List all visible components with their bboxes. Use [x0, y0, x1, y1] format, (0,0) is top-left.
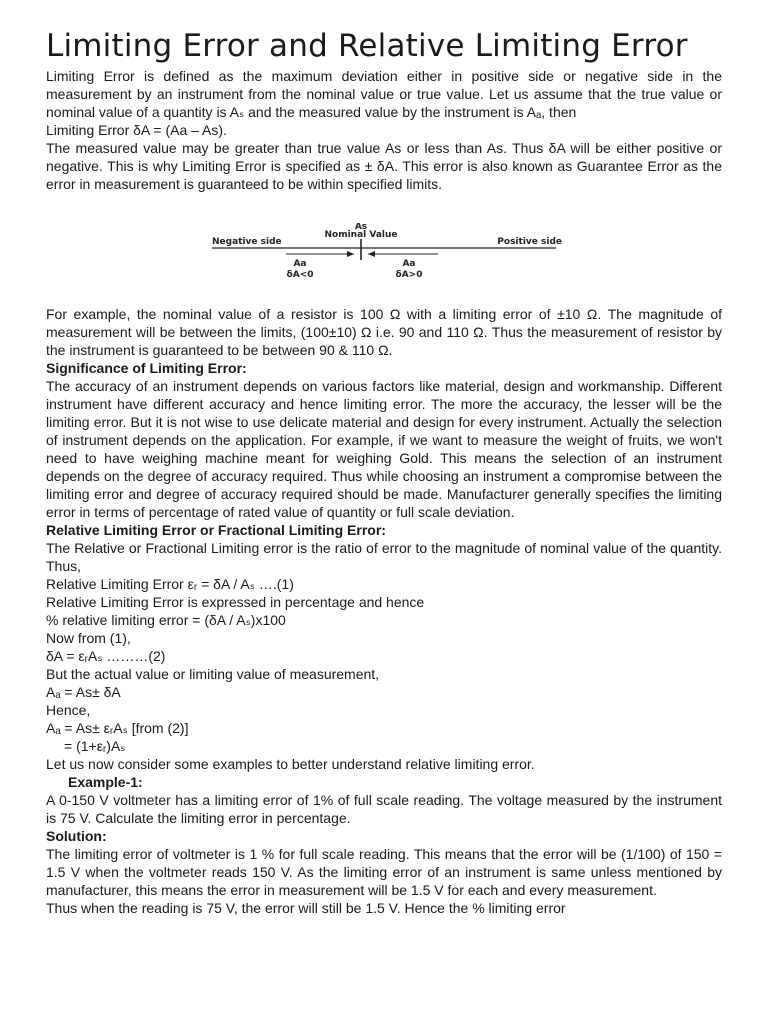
example-1-problem: A 0-150 V voltmeter has a limiting error of 1% of full scale reading. The voltage measured by the instrument is 75 V. Calculate the limiting error in percentage.: [46, 792, 722, 826]
nominal-value-label: Nominal Value: [324, 230, 398, 240]
equation-3: Aₐ = As± δA: [46, 684, 121, 700]
example-1-heading: Example-1:: [68, 774, 143, 790]
page-title: Limiting Error and Relative Limiting Error: [46, 28, 688, 64]
negative-side-label: Negative side: [212, 237, 282, 247]
number-line-figure: [206, 223, 566, 283]
solution-last-line: Thus when the reading is 75 V, the error will still be 1.5 V. Hence the % limiting error: [46, 900, 566, 916]
hence-line: Hence,: [46, 702, 91, 718]
equation-percent: % relative limiting error = (δA / Aₛ)x100: [46, 612, 286, 628]
delta-a-negative-label: δA<0: [286, 270, 314, 280]
solution-paragraph: The limiting error of voltmeter is 1 % for full scale reading. This means that the error will be (1/100) of 150 = 1.5 V when the voltmeter reads 150 V. As the limiting error of an instrument is same unless mentioned by manufacturer, this means the error in measurement will be 1.5 V for each and every measurement.: [46, 846, 722, 898]
equation-1: Relative Limiting Error εᵣ = δA / Aₛ ….(1): [46, 576, 294, 592]
intro-paragraph-2: The measured value may be greater than true value As or less than As. Thus δA will be either positive or negative. This is why Limiting Error is specified as ± δA. This error is also known as Guarantee Error as the error in measurement is guaranteed to be within specified limits.: [46, 140, 722, 192]
positive-side-label: Positive side: [497, 237, 562, 247]
resistor-example-paragraph: For example, the nominal value of a resistor is 100 Ω with a limiting error of ±10 Ω. The magnitude of measurement will be between the limits, (100±10) Ω i.e. 90 and 110 Ω. Thus the measurement of resistor by the instrument is guaranteed to be between 90 & 110 Ω.: [46, 306, 722, 358]
as-label: As: [354, 223, 368, 232]
significance-paragraph: The accuracy of an instrument depends on various factors like material, design and workmanship. Different instrument have different accuracy and hence limiting error. The more the accuracy, the lesser will be the limiting error. But it is not wise to use delicate material and design for every instrument. Actually the selection of instrument depends on the application. For example, if we want to measure the weight of fruits, we won't need to have weighing machine meant for weighing Gold. This means the selection of an instrument depends on the degree of accuracy required. Thus while choosing an instrument a compromise between the limiting error and degree of accuracy required should be made. Manufacturer generally specifies the limiting error in terms of percentage of rated value of quantity or full scale deviation.: [46, 378, 722, 520]
equation-5: = (1+εᵣ)Aₛ: [64, 738, 126, 754]
intro-paragraph-1: Limiting Error is defined as the maximum deviation either in positive side or negative side in the measurement by an instrument from the nominal value or true value. Let us assume that the true value or nominal value of a quantity is Aₛ and the measured value by the instrument is Aₐ, then: [46, 68, 722, 120]
actual-value-line: But the actual value or limiting value of measurement,: [46, 666, 380, 682]
equation-2: δA = εᵣAₛ ………(2): [46, 648, 166, 664]
document-page: [46, 28, 722, 917]
percentage-note: Relative Limiting Error is expressed in percentage and hence: [46, 594, 425, 610]
limiting-error-diagram: [46, 193, 722, 305]
left-arrow-head: [347, 251, 354, 257]
aa-right-label: Aa: [402, 259, 416, 269]
intro-limiting-error-formula: Limiting Error δA = (Aa – As).: [46, 122, 227, 138]
equation-4: Aₐ = As± εᵣAₛ [from (2)]: [46, 720, 189, 736]
right-arrow-head: [368, 251, 375, 257]
relative-error-paragraph: The Relative or Fractional Limiting error is the ratio of error to the magnitude of nominal value of the quantity. Thus,: [46, 540, 722, 574]
significance-heading: Significance of Limiting Error:: [46, 360, 247, 376]
delta-a-positive-label: δA>0: [395, 270, 423, 280]
solution-heading: Solution:: [46, 828, 107, 844]
relative-error-heading: Relative Limiting Error or Fractional Limiting Error:: [46, 522, 386, 538]
examples-intro-line: Let us now consider some examples to better understand relative limiting error.: [46, 756, 535, 772]
now-from-line: Now from (1),: [46, 630, 131, 646]
aa-left-label: Aa: [293, 259, 307, 269]
